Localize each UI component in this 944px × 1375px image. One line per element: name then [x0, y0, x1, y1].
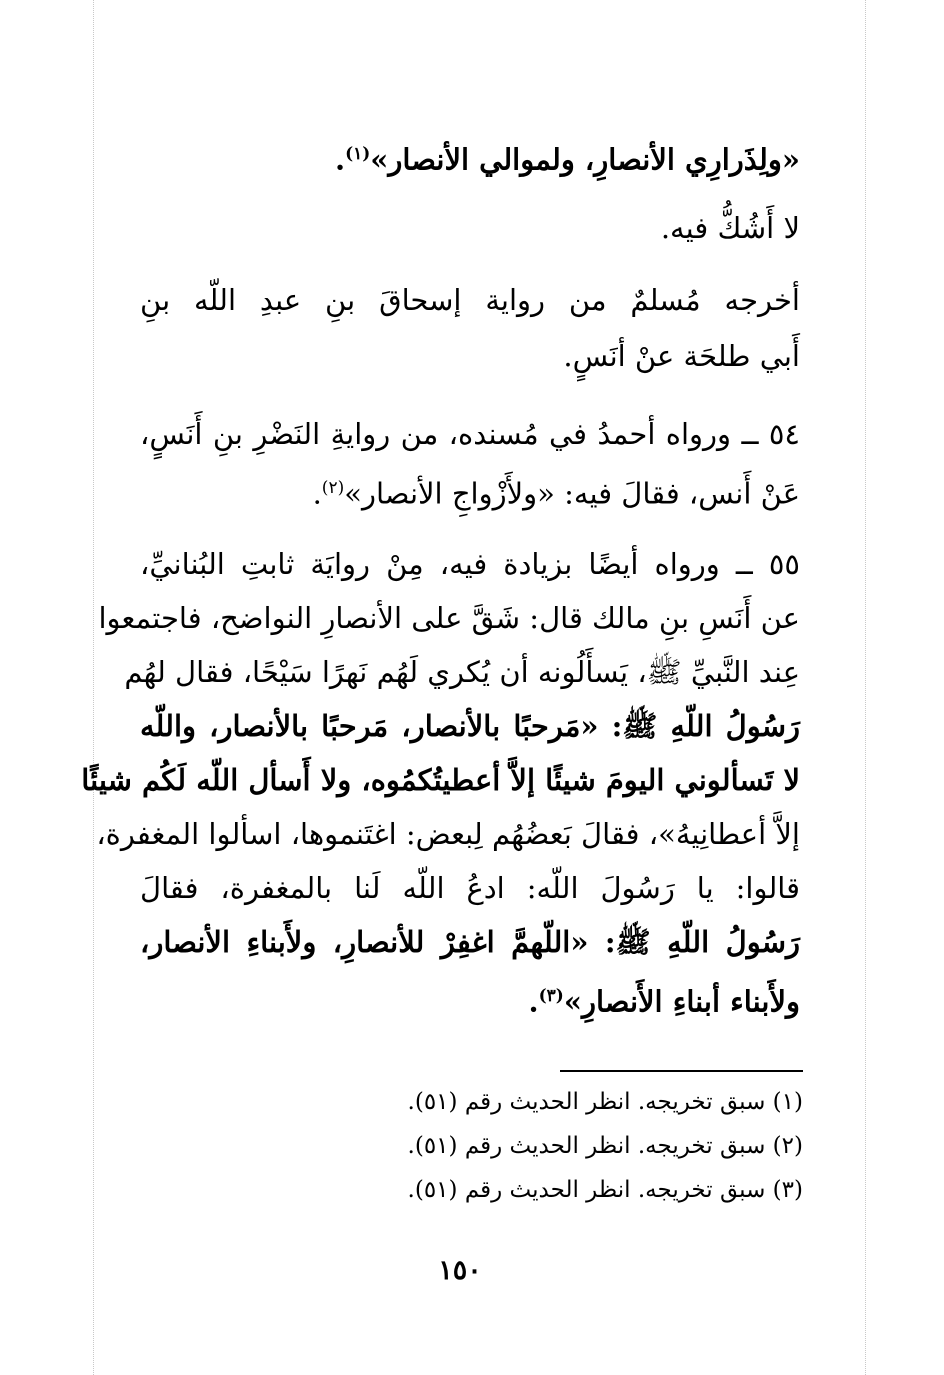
text-line-15-tail: . [528, 984, 539, 1019]
text-line-10-content: رَسُولُ اللّهِ ﷺ: «مَرحبًا بالأنصار، مَرحبًا بالأنصار، واللّه [140, 709, 800, 743]
text-line-9 [124, 646, 800, 698]
text-line-3 [140, 274, 800, 326]
main-text [81, 128, 800, 1048]
text-line-8 [98, 592, 800, 644]
text-line-7 [140, 538, 800, 590]
text-line-14 [140, 916, 800, 968]
text-line-11 [81, 754, 800, 806]
scan-margin-guide-right [865, 0, 866, 1375]
text-line-6-content: عَنْ أَنس، فقالَ فيه: «ولأَزْواجِ الأنصار» [344, 476, 800, 511]
text-line-1 [140, 128, 800, 180]
footnote-1: (١) سبق تخريجه. انظر الحديث رقم (٥١). [407, 1089, 803, 1115]
footnote-2: (٢) سبق تخريجه. انظر الحديث رقم (٥١). [407, 1133, 803, 1159]
text-line-12-content: إلاَّ أعطانِيهُ»، فقالَ بَعضُهُم لِبعض: اغتَنموها، اسألوا المغفرة، [96, 817, 800, 851]
text-line-2-content: لا أَشُكُّ فيه. [660, 211, 800, 245]
text-line-12 [96, 808, 800, 860]
text-line-6-tail: . [312, 476, 322, 511]
text-line-7-content: ٥٥ ــ ورواه أيضًا بزيادة فيه، مِنْ روايَة ثابتِ البُنانيِّ، [140, 547, 800, 581]
text-line-6 [140, 462, 800, 514]
text-line-4 [140, 330, 800, 382]
text-line-3-content: أخرجه مُسلمٌ من رواية إسحاقَ بنِ عبدِ اللّه بنِ [140, 283, 800, 317]
footnote-separator [560, 1070, 803, 1072]
text-line-11-content: لا تَسألوني اليومَ شيئًا إلاَّ أعطيتُكمُوه، ولا أَسأل اللّه لَكُم شيئًا [81, 763, 800, 797]
page-number: ١٥٠ [438, 1255, 482, 1286]
text-line-9-content: عِند النَّبيِّ ﷺ، يَسأَلُونه أن يُكري لَهُم نَهرًا سَيْحًا، فقال لهُم [124, 655, 800, 689]
text-line-8-content: عن أَنَسِ بنِ مالك قال: شَقَّ على الأنصارِ النواضح، فاجتمعوا [98, 601, 800, 635]
footnote-ref-2: (٢) [321, 478, 345, 498]
text-line-5 [140, 408, 800, 460]
footnote-ref-1: (١) [345, 144, 371, 164]
text-line-14-content: رَسُولُ اللّهِ ﷺ: «اللّهمَّ اغفِرْ للأنصارِ، ولأَبناءِ الأنصار، [140, 925, 800, 959]
text-line-4-content: أَبي طلحَة عنْ أنَسٍ. [563, 339, 800, 373]
text-line-2 [140, 202, 800, 254]
text-line-5-content: ٥٤ ــ ورواه أحمدُ في مُسنده، من روايةِ النَضْرِ بنِ أَنَسٍ، [140, 417, 800, 451]
text-line-15 [140, 970, 800, 1022]
text-line-15-content: ولأَبناء أبناءِ الأَنصارِ» [563, 984, 800, 1019]
text-line-10 [140, 700, 800, 752]
text-line-1-tail: . [334, 142, 346, 177]
text-line-13 [140, 862, 800, 914]
text-line-1-content: «ولِذَرارِي الأنصارِ، ولموالي الأنصار» [370, 142, 800, 177]
scan-margin-guide-left [93, 0, 94, 1375]
footnote-3: (٣) سبق تخريجه. انظر الحديث رقم (٥١). [407, 1177, 803, 1203]
footnote-ref-3: (٣) [538, 986, 564, 1006]
footnotes [300, 1080, 803, 1220]
text-line-13-content: قالوا: يا رَسُولَ اللّه: ادعُ اللّه لَنا بالمغفرة، فقالَ [140, 871, 800, 905]
